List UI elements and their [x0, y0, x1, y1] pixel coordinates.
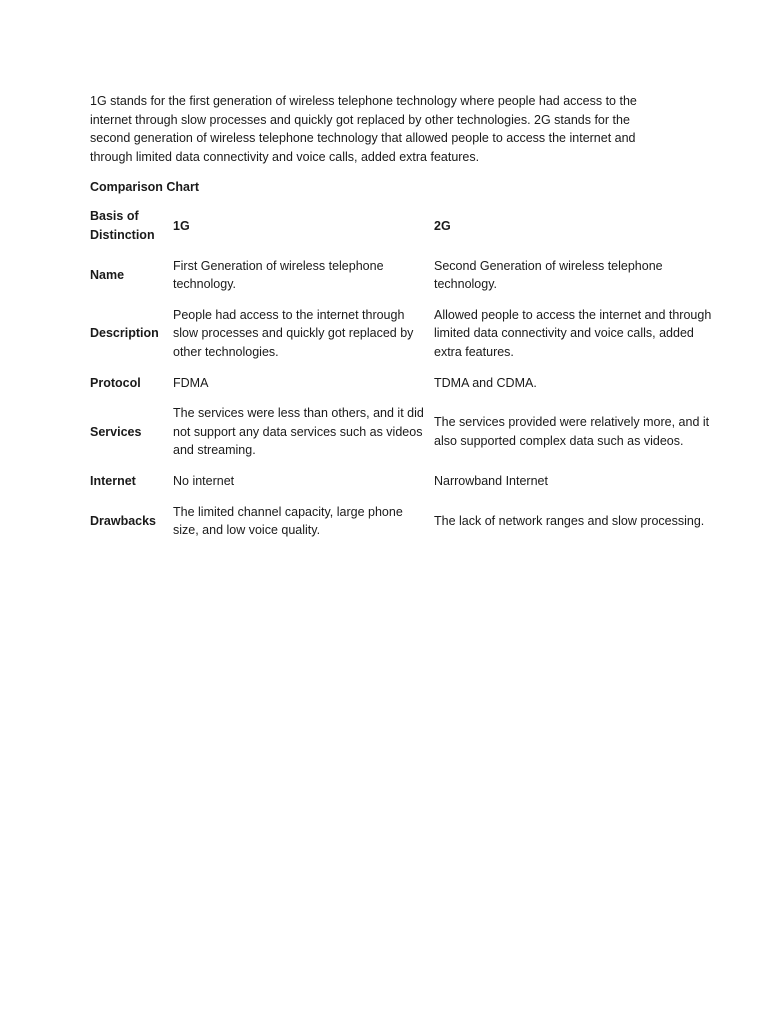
cell-1g: FDMA [173, 375, 209, 390]
row-label: Internet [90, 473, 136, 488]
cell-2g: TDMA and CDMA. [434, 375, 537, 390]
cell-2g: The lack of network ranges and slow processing. [434, 513, 705, 528]
comparison-heading: Comparison Chart [90, 180, 200, 195]
cell-2g: Allowed people to access the internet and through limited data connectivity and voice calls, added extra features. [434, 307, 712, 359]
table-row [90, 404, 720, 472]
table-row [90, 257, 720, 306]
intro-paragraph: 1G stands for the first generation of wireless telephone technology where people had access to the internet through slow processes and quickly got replaced by other technologies. 2G stands for the second generation of wireless telephone technology that allowed people to access the internet and through limited data connectivity and voice calls, added extra features. [90, 94, 637, 164]
row-label: Description [90, 326, 159, 341]
comparison-table [90, 207, 720, 551]
cell-2g: Second Generation of wireless telephone technology. [434, 258, 663, 292]
table-row [90, 472, 720, 503]
table-row [90, 503, 720, 552]
table-row [90, 374, 720, 405]
table-row [90, 306, 720, 374]
header-basis: Basis of Distinction [90, 209, 155, 242]
cell-1g: The services were less than others, and it did not support any data services such as videos and streaming. [173, 406, 424, 458]
cell-2g: The services provided were relatively more, and it also supported complex data such as videos. [434, 415, 710, 449]
row-label: Services [90, 424, 142, 439]
table-header-row [90, 207, 720, 256]
header-2g: 2G [434, 218, 451, 233]
cell-1g: The limited channel capacity, large phone size, and low voice quality. [173, 504, 403, 538]
row-label: Protocol [90, 375, 141, 390]
row-label: Drawbacks [90, 513, 157, 528]
cell-1g: First Generation of wireless telephone technology. [173, 258, 384, 292]
document-page [90, 92, 720, 552]
header-1g: 1G [173, 218, 190, 233]
row-label: Name [90, 267, 125, 282]
cell-1g: People had access to the internet through slow processes and quickly got replaced by other technologies. [173, 307, 414, 359]
cell-1g: No internet [173, 473, 235, 488]
cell-2g: Narrowband Internet [434, 473, 548, 488]
